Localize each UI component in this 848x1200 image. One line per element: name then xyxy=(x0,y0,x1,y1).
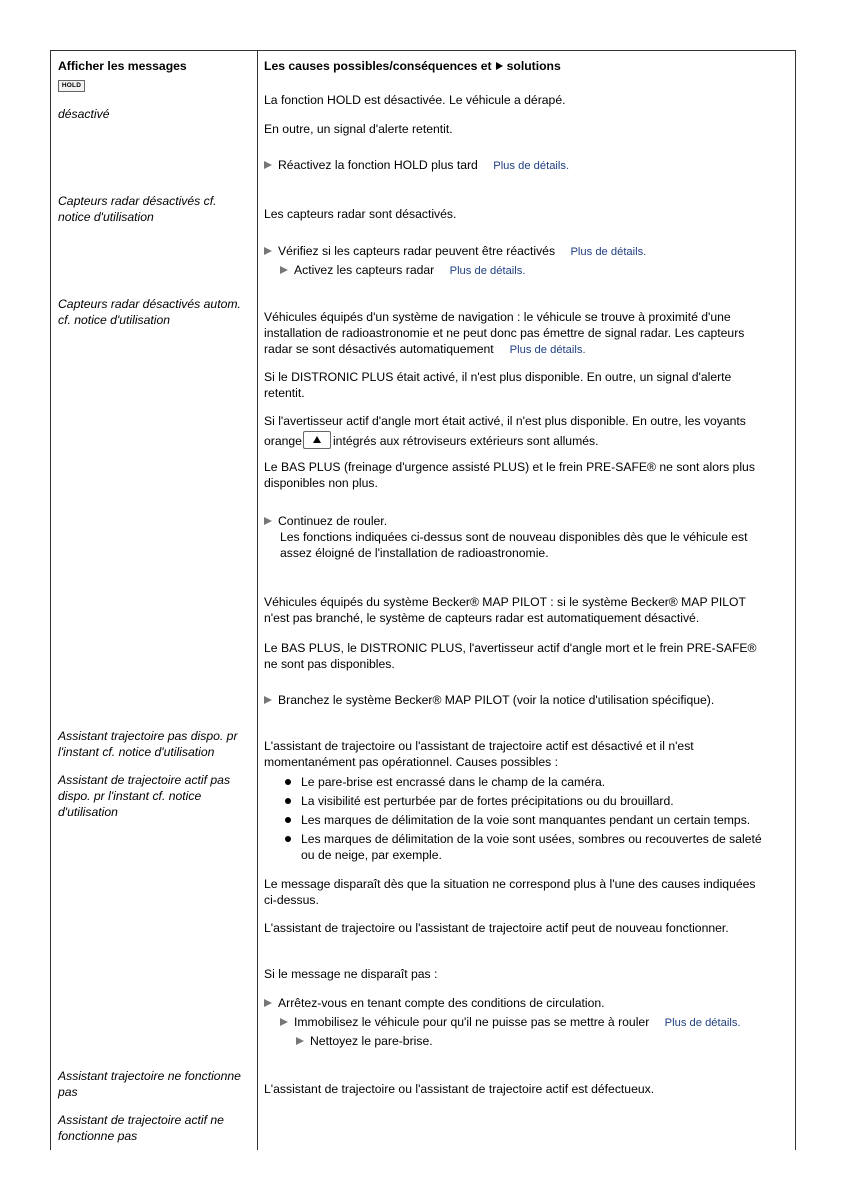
details-link[interactable]: Plus de détails xyxy=(570,246,644,258)
message-active-lane-assist-faulty: Assistant de trajectoire actif ne fonctionne pas xyxy=(58,1113,224,1143)
message-radar-auto-off: Capteurs radar désactivés autom. cf. notice d'utilisation xyxy=(58,297,241,327)
lane-cause-bullet-4: Les marques de délimitation de la voie sont usées, sombres ou recouvertes de saleté ou de neige, par exemple. xyxy=(301,832,762,862)
arrow-icon xyxy=(296,1037,304,1045)
bullet-icon xyxy=(285,798,291,804)
warning-triangle-icon xyxy=(303,431,331,449)
radar-auto-unavailable-text: Le BAS PLUS, le DISTRONIC PLUS, l'avertisseur actif d'angle mort et le frein PRE-SAFE® ne sont pas disponibles. xyxy=(264,641,757,671)
details-link[interactable]: Plus de détails xyxy=(664,1017,738,1029)
message-lane-assist-faulty: Assistant trajectoire ne fonctionne pas xyxy=(58,1069,241,1099)
lane-works-again-text: L'assistant de trajectoire ou l'assistant de trajectoire actif peut de nouveau fonctionner. xyxy=(264,921,729,935)
details-link[interactable]: Plus de détails xyxy=(449,265,523,277)
radar-auto-blindspot-text: Si l'avertisseur actif d'angle mort était activé, il n'est plus disponible. En outre, les voyants orange intégrés aux rétroviseurs extérieurs sont allumés. xyxy=(264,414,746,448)
arrow-icon xyxy=(264,999,272,1007)
radar-auto-becker-text: Véhicules équipés du système Becker® MAP PILOT : si le système Becker® MAP PILOT n'est pas branché, le système de capteurs radar est automatiquement désactivé. xyxy=(264,595,746,625)
table-top-border xyxy=(50,50,795,51)
hold-cause-text: La fonction HOLD est désactivée. Le véhicule a dérapé. xyxy=(264,93,566,107)
radar-auto-distronic-text: Si le DISTRONIC PLUS était activé, il n'est plus disponible. En outre, un signal d'alerte retentit. xyxy=(264,370,732,400)
lane-action-1: Arrêtez-vous en tenant compte des conditions de circulation. xyxy=(264,995,605,1011)
lane-faulty-text: L'assistant de trajectoire ou l'assistant de trajectoire actif est défectueux. xyxy=(264,1082,655,1096)
bullet-icon xyxy=(285,779,291,785)
message-hold-disabled: désactivé xyxy=(58,107,110,121)
lane-unavailable-cause: L'assistant de trajectoire ou l'assistant de trajectoire actif est désactivé et il n'est momentanément pas opérationnel. Causes possibles : xyxy=(264,739,694,769)
lane-cause-bullet-3: Les marques de délimitation de la voie sont manquantes pendant un certain temps. xyxy=(301,813,751,827)
hold-icon: HOLD xyxy=(58,80,85,92)
radar-off-action-2: Activez les capteurs radar Plus de détails. xyxy=(280,262,525,279)
table-left-border xyxy=(50,50,51,1150)
lane-cause-bullet-2: La visibilité est perturbée par de fortes précipitations ou du brouillard. xyxy=(301,794,674,808)
arrow-icon xyxy=(264,161,272,169)
arrow-icon xyxy=(264,247,272,255)
lane-action-2: Immobilisez le véhicule pour qu'il ne puisse pas se mettre à rouler Plus de détails. xyxy=(280,1014,741,1031)
details-link[interactable]: Plus de détails xyxy=(493,160,566,172)
table-right-border xyxy=(795,50,796,1150)
column-header-causes: Les causes possibles/conséquences et solutions xyxy=(264,59,561,73)
arrow-icon xyxy=(280,266,288,274)
bullet-icon xyxy=(285,836,291,842)
arrow-icon xyxy=(496,62,503,70)
lane-action-3: Nettoyez le pare-brise. xyxy=(296,1033,433,1049)
radar-off-action-1: Vérifiez si les capteurs radar peuvent être réactivés Plus de détails. xyxy=(264,243,646,260)
column-header-messages: Afficher les messages xyxy=(58,59,187,73)
table-column-divider xyxy=(257,50,258,1150)
lane-message-persists-text: Si le message ne disparaît pas : xyxy=(264,967,438,981)
arrow-icon xyxy=(264,696,272,704)
radar-auto-action-2: Branchez le système Becker® MAP PILOT (voir la notice d'utilisation spécifique). xyxy=(264,692,714,708)
lane-message-disappears-text: Le message disparaît dès que la situation ne correspond plus à l'une des causes indiquées ci-dessus. xyxy=(264,877,756,907)
details-link[interactable]: Plus de détails xyxy=(509,344,583,356)
radar-auto-action-1: Continuez de rouler. Les fonctions indiquées ci-dessus sont de nouveau disponibles dès que le véhicule est assez éloigné de l'installation de radioastronomie. xyxy=(264,513,748,561)
message-radar-off: Capteurs radar désactivés cf. notice d'utilisation xyxy=(58,194,217,224)
arrow-icon xyxy=(280,1018,288,1026)
arrow-icon xyxy=(264,517,272,525)
hold-alert-text: En outre, un signal d'alerte retentit. xyxy=(264,122,453,136)
radar-auto-bas-text: Le BAS PLUS (freinage d'urgence assisté PLUS) et le frein PRE-SAFE® ne sont alors plus disponibles non plus. xyxy=(264,460,755,490)
bullet-icon xyxy=(285,817,291,823)
message-lane-assist-unavailable: Assistant trajectoire pas dispo. pr l'instant cf. notice d'utilisation xyxy=(58,729,238,759)
lane-cause-bullet-1: Le pare-brise est encrassé dans le champ de la caméra. xyxy=(301,775,606,789)
hold-action: Réactivez la fonction HOLD plus tard Plus de détails. xyxy=(264,157,569,174)
radar-auto-navigation-text: Véhicules équipés d'un système de navigation : le véhicule se trouve à proximité d'une installation de radioastronomie et ne peut donc pas émettre de signal radar. Les capteurs radar se sont désactivés automatiquement Plus de détails. xyxy=(264,310,745,356)
message-active-lane-assist-unavailable: Assistant de trajectoire actif pas dispo. pr l'instant cf. notice d'utilisation xyxy=(58,773,231,819)
radar-off-cause: Les capteurs radar sont désactivés. xyxy=(264,207,457,221)
